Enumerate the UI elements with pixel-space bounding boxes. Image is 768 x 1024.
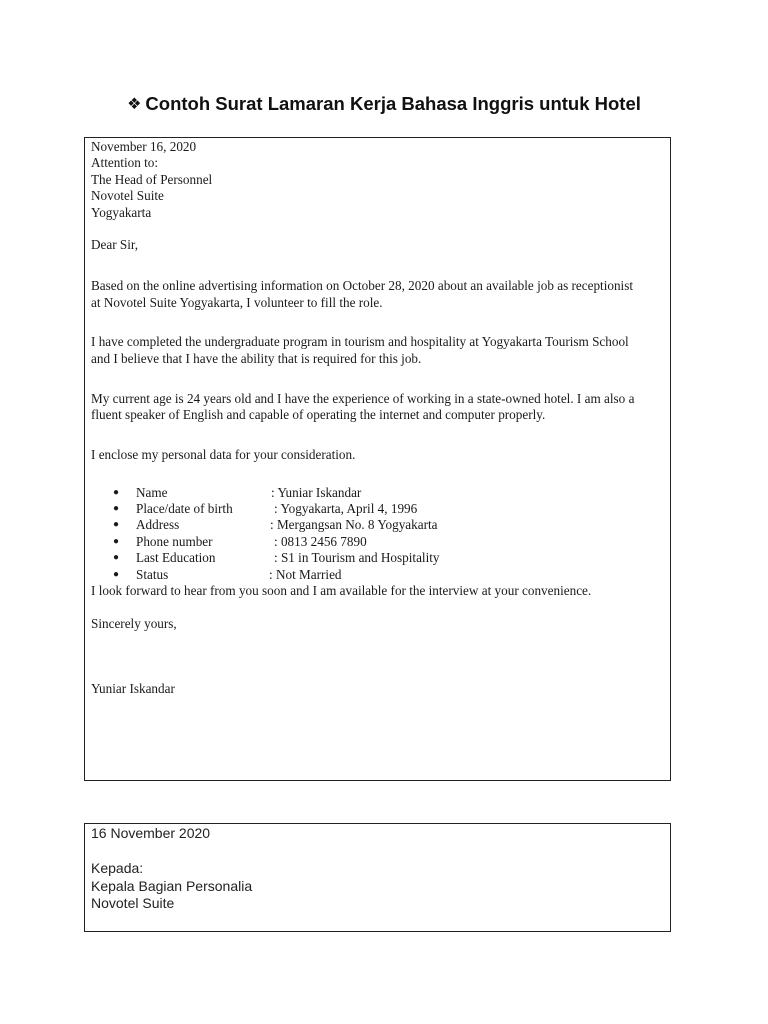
address-line: Attention to: bbox=[91, 155, 159, 171]
data-label: Status bbox=[136, 566, 169, 582]
address-line: Kepada: bbox=[91, 860, 144, 876]
closing-line: I look forward to hear from you soon and I am available for the interview at your convenience. bbox=[91, 582, 592, 598]
paragraph-line: at Novotel Suite Yogyakarta, I volunteer to fill the role. bbox=[91, 294, 383, 310]
data-value: : Yogyakarta, April 4, 1996 bbox=[274, 501, 418, 517]
address-line: Novotel Suite bbox=[91, 895, 175, 911]
english-letter-box bbox=[84, 137, 671, 781]
data-value: : Not Married bbox=[269, 566, 342, 582]
list-item bbox=[91, 485, 664, 501]
document-heading bbox=[0, 91, 768, 119]
diamond-bullet-icon: ❖ bbox=[127, 96, 142, 113]
list-item bbox=[91, 567, 664, 583]
bullet-icon: ● bbox=[113, 519, 120, 531]
signature-name: Yuniar Iskandar bbox=[91, 681, 175, 697]
paragraph-line: I have completed the undergraduate program in tourism and hospitality at Yogyakarta Tourism School bbox=[91, 334, 629, 350]
address-line: Yogyakarta bbox=[91, 204, 152, 220]
data-label: Place/date of birth bbox=[136, 501, 233, 517]
bullet-icon: ● bbox=[113, 568, 120, 580]
data-value: : 0813 2456 7890 bbox=[274, 533, 367, 549]
list-item bbox=[91, 550, 664, 566]
heading-title: Contoh Surat Lamaran Kerja Bahasa Inggris untuk Hotel bbox=[145, 93, 641, 114]
sign-off: Sincerely yours, bbox=[91, 615, 177, 631]
address-line: The Head of Personnel bbox=[91, 171, 213, 187]
bullet-icon: ● bbox=[113, 486, 120, 498]
indonesian-letter-box bbox=[84, 823, 671, 932]
paragraph-line: My current age is 24 years old and I have the experience of working in a state-owned hotel. I am also a bbox=[91, 390, 635, 406]
list-item bbox=[91, 534, 664, 550]
data-value: : Mergangsan No. 8 Yogyakarta bbox=[270, 517, 438, 533]
address-line: Kepala Bagian Personalia bbox=[91, 877, 253, 894]
paragraph-advertisement bbox=[91, 278, 664, 311]
letter-date: 16 November 2020 bbox=[91, 825, 211, 841]
paragraph-line: and I believe that I have the ability that is required for this job. bbox=[91, 350, 422, 366]
data-value: : S1 in Tourism and Hospitality bbox=[274, 550, 440, 566]
letter-date: November 16, 2020 bbox=[91, 139, 197, 154]
data-label: Last Education bbox=[136, 550, 216, 566]
personal-data-list bbox=[91, 485, 664, 583]
paragraph-line: fluent speaker of English and capable of operating the internet and computer properly. bbox=[91, 407, 546, 423]
paragraph-education bbox=[91, 334, 664, 367]
paragraph-experience bbox=[91, 391, 664, 424]
data-label: Address bbox=[136, 517, 180, 533]
list-item bbox=[91, 517, 664, 533]
paragraph-enclose: I enclose my personal data for your consideration. bbox=[91, 446, 356, 462]
paragraph-line: Based on the online advertising information on October 28, 2020 about an available job as receptionist bbox=[91, 278, 634, 294]
bullet-icon: ● bbox=[113, 535, 120, 547]
data-value: : Yuniar Iskandar bbox=[271, 484, 362, 500]
address-line: Novotel Suite bbox=[91, 188, 164, 204]
list-item bbox=[91, 501, 664, 517]
salutation: Dear Sir, bbox=[91, 237, 139, 253]
data-label: Name bbox=[136, 484, 168, 500]
bullet-icon: ● bbox=[113, 552, 120, 564]
data-label: Phone number bbox=[136, 533, 213, 549]
bullet-icon: ● bbox=[113, 503, 120, 515]
